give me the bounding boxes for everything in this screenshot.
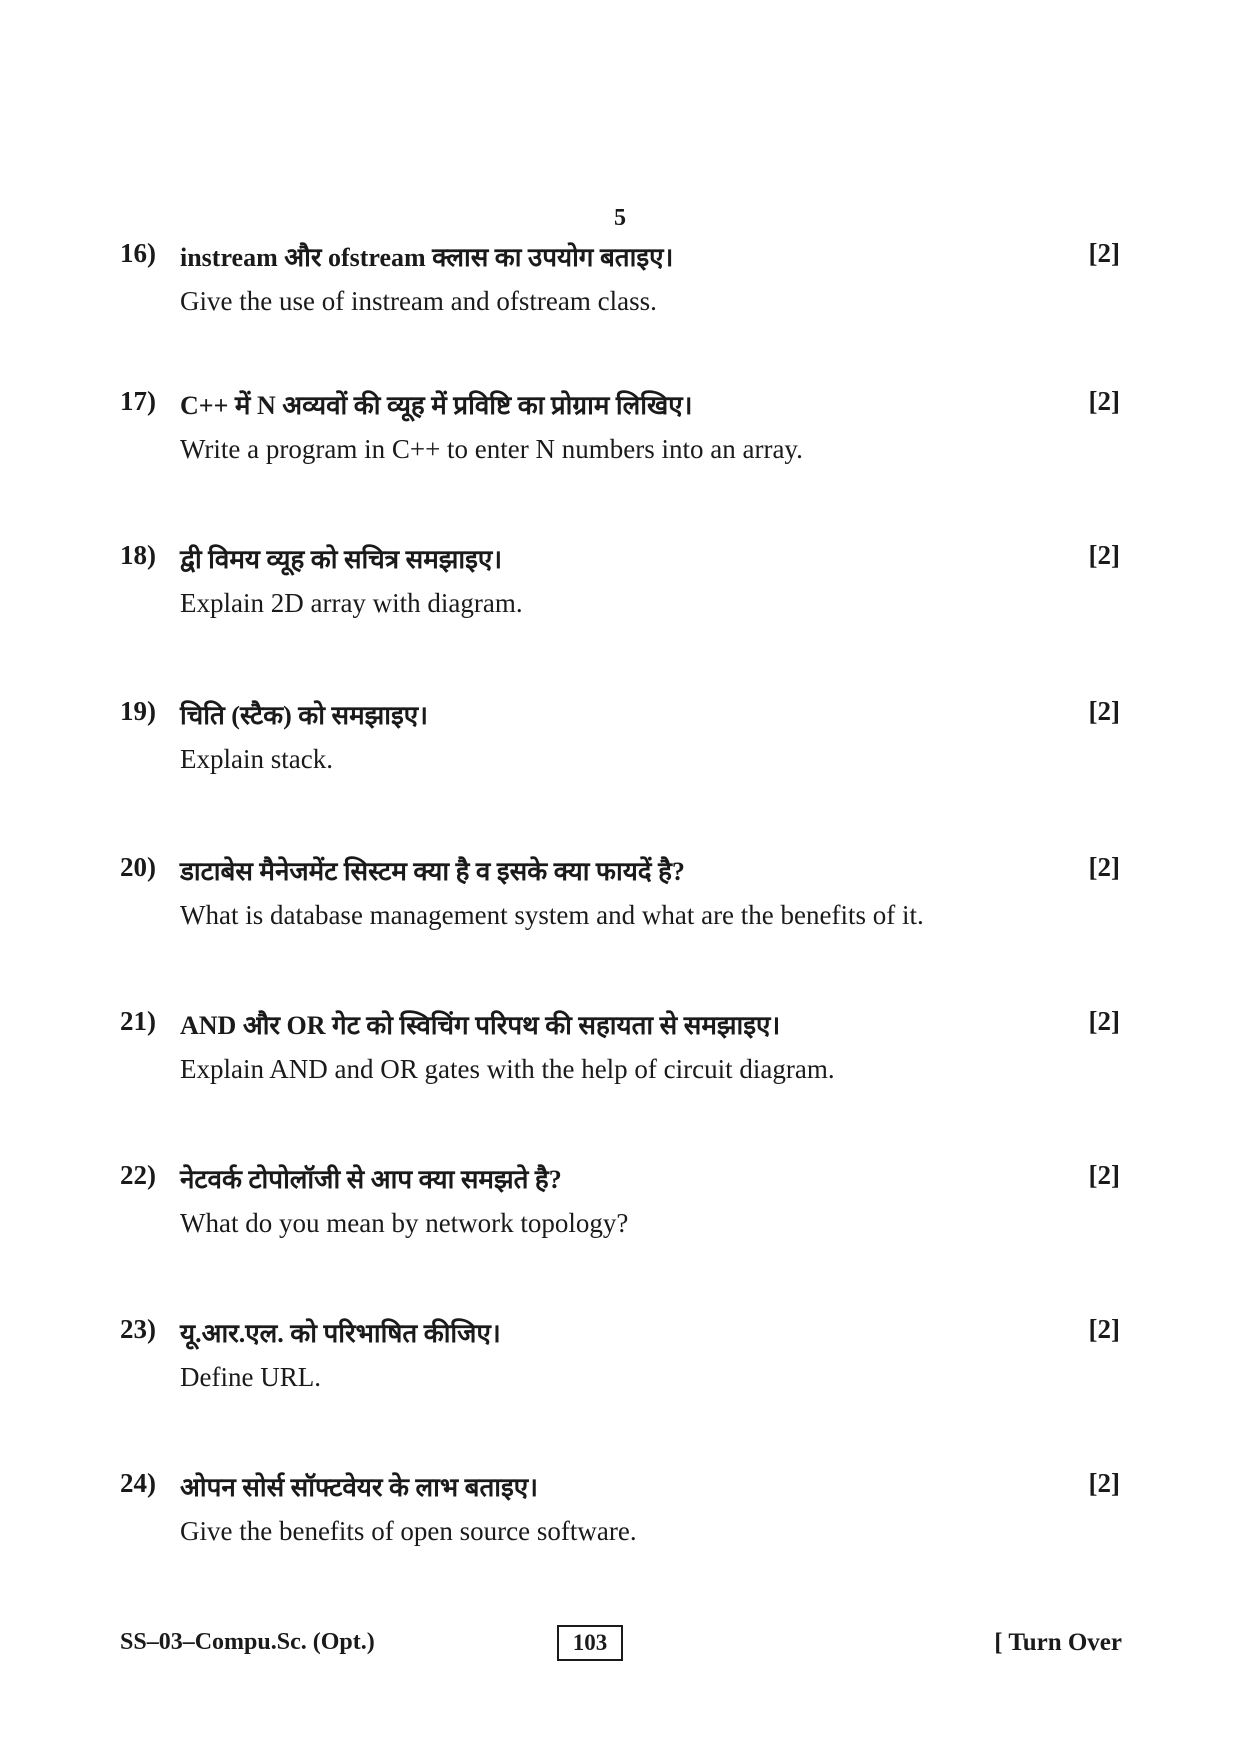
question-text-hindi: द्वी विमय व्यूह को सचित्र समझाइए। — [180, 545, 503, 574]
question-text-english: Give the use of instream and ofstream class. — [180, 286, 657, 316]
question-text-hindi: नेटवर्क टोपोलॉजी से आप क्या समझते है? — [180, 1165, 562, 1194]
question-marks: [2] — [1088, 386, 1120, 416]
paper-code: SS–03–Compu.Sc. (Opt.) — [120, 1629, 375, 1655]
question-number: 24) — [120, 1468, 156, 1498]
question-text-english: Give the benefits of open source software. — [180, 1516, 637, 1546]
turn-over-label: [ Turn Over — [994, 1629, 1122, 1656]
question-text-english: Write a program in C++ to enter N numbers into an array. — [180, 434, 803, 464]
question-text-english: What do you mean by network topology? — [180, 1208, 629, 1238]
question-number: 18) — [120, 540, 156, 570]
question-marks: [2] — [1088, 1468, 1120, 1498]
question-text-english: Define URL. — [180, 1362, 321, 1392]
question-text-hindi: डाटाबेस मैनेजमेंट सिस्टम क्या है व इसके क्या फायदें है? — [180, 857, 685, 886]
page-serial-box: 103 — [557, 1625, 623, 1661]
question-marks: [2] — [1088, 238, 1120, 268]
question-text-hindi: चिति (स्टैक) को समझाइए। — [180, 701, 429, 730]
question-marks: [2] — [1088, 696, 1120, 726]
question-text-english: Explain AND and OR gates with the help of circuit diagram. — [180, 1054, 835, 1084]
question-text-hindi: C++ में N अव्यवों की व्यूह में प्रविष्टि का प्रोग्राम लिखिए। — [180, 391, 693, 420]
question-marks: [2] — [1088, 1006, 1120, 1036]
page-number: 5 — [614, 205, 626, 231]
question-number: 19) — [120, 696, 156, 726]
question-marks: [2] — [1088, 852, 1120, 882]
question-text-hindi: AND और OR गेट को स्विचिंग परिपथ की सहायता से समझाइए। — [180, 1011, 781, 1040]
question-text-english: Explain stack. — [180, 744, 333, 774]
question-text-english: Explain 2D array with diagram. — [180, 588, 523, 618]
question-number: 16) — [120, 238, 156, 268]
question-text-hindi: यू.आर.एल. को परिभाषित कीजिए। — [180, 1319, 501, 1348]
page-footer — [120, 1625, 1122, 1665]
question-number: 22) — [120, 1160, 156, 1190]
question-marks: [2] — [1088, 1314, 1120, 1344]
question-number: 17) — [120, 386, 156, 416]
question-text-english: What is database management system and what are the benefits of it. — [180, 900, 924, 930]
question-number: 21) — [120, 1006, 156, 1036]
question-text-hindi: ओपन सोर्स सॉफ्टवेयर के लाभ बताइए। — [180, 1473, 539, 1502]
question-number: 20) — [120, 852, 156, 882]
question-marks: [2] — [1088, 540, 1120, 570]
question-number: 23) — [120, 1314, 156, 1344]
question-text-hindi: instream और ofstream क्लास का उपयोग बताइए। — [180, 243, 674, 272]
question-marks: [2] — [1088, 1160, 1120, 1190]
